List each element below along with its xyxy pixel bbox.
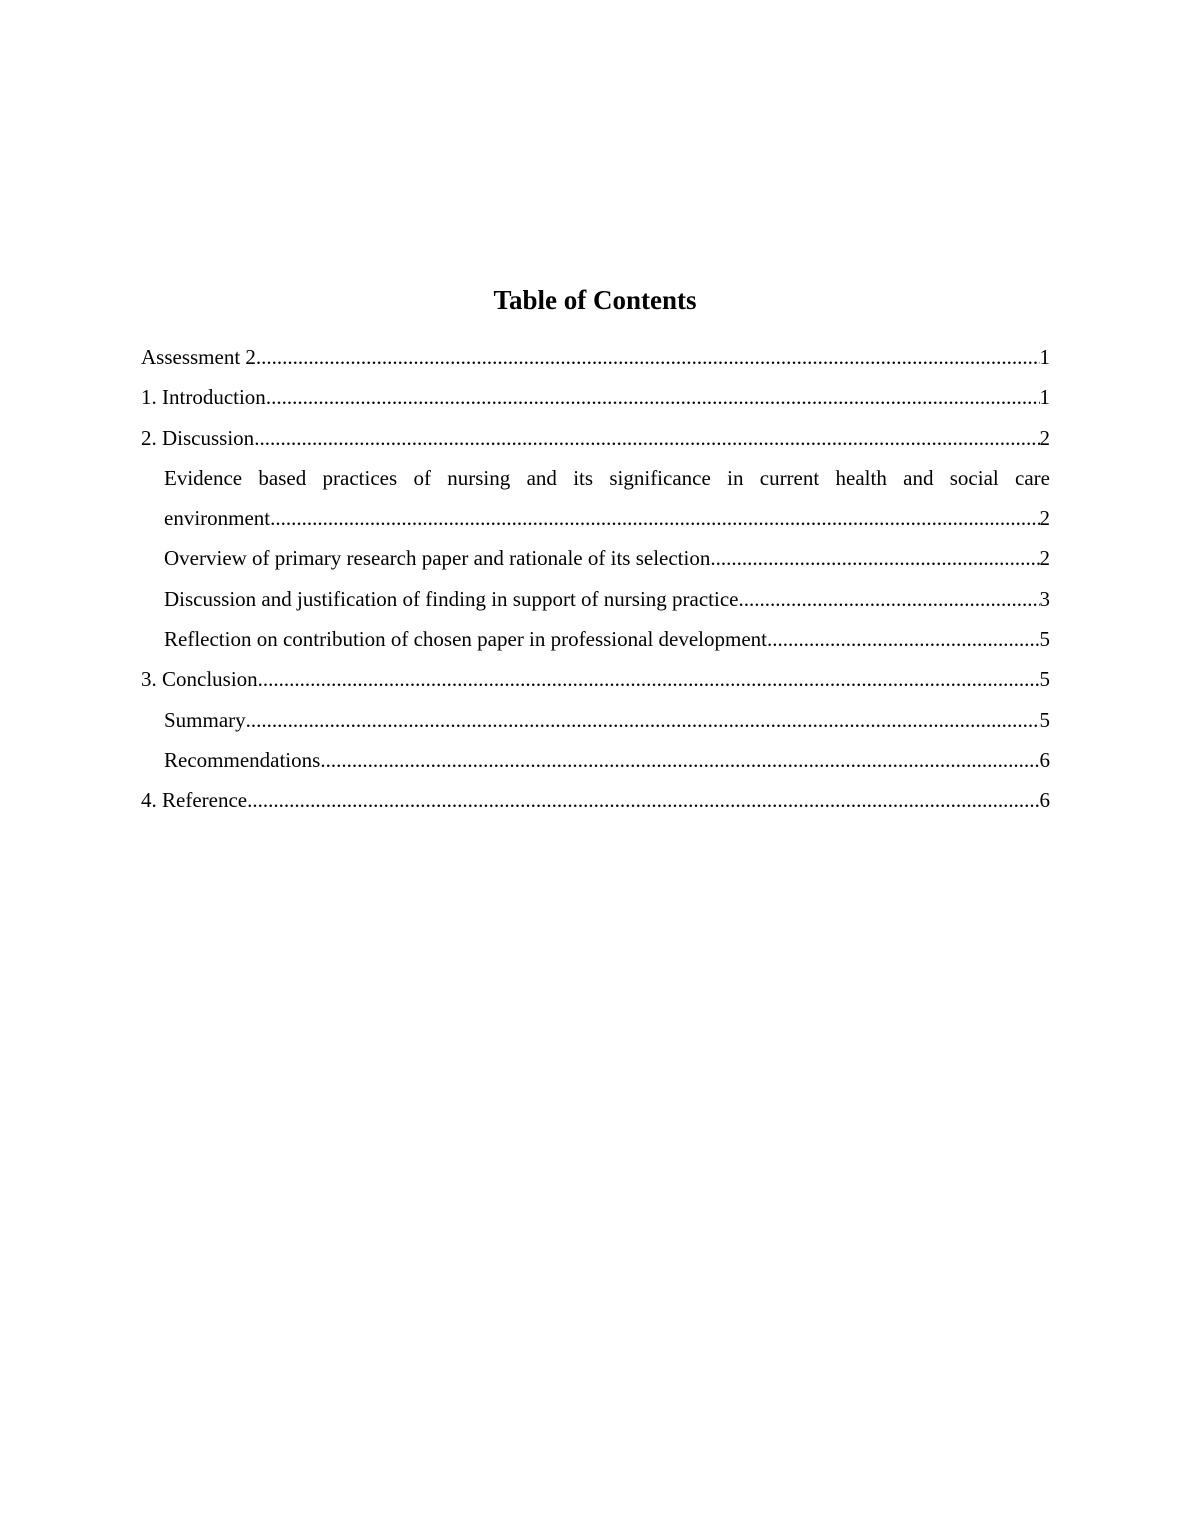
toc-entry-summary[interactable]: [141, 700, 1050, 740]
toc-page-number: 5: [1039, 627, 1050, 652]
toc-entry-conclusion[interactable]: [141, 659, 1050, 699]
toc-dot-leader: [254, 418, 1039, 458]
toc-entry-label: Discussion and justification of finding in support of nursing practice: [164, 586, 739, 611]
toc-entry-evidence-based-practices[interactable]: [141, 458, 1050, 539]
toc-entry-label-line-2: environment: [164, 506, 271, 531]
toc-entry-label: Summary: [164, 707, 246, 732]
toc-entry-introduction[interactable]: [141, 377, 1050, 417]
toc-page-number: 2: [1039, 506, 1050, 531]
toc-dot-leader: [256, 337, 1040, 377]
toc-entry-assessment-2[interactable]: [141, 337, 1050, 377]
toc-entry-second-line: [164, 498, 1050, 538]
toc-entry-discussion[interactable]: [141, 418, 1050, 458]
toc-dot-leader: [710, 538, 1039, 578]
toc-entry-label: Reflection on contribution of chosen paper in professional development: [164, 627, 768, 652]
toc-page-number: 6: [1039, 747, 1050, 772]
toc-dot-leader: [266, 377, 1040, 417]
toc-entry-label: 1. Introduction: [141, 385, 266, 410]
toc-entry-reflection[interactable]: [141, 619, 1050, 659]
toc-entry-label: Overview of primary research paper and rationale of its selection: [164, 546, 711, 571]
toc-dot-leader: [270, 498, 1039, 538]
toc-entry-label: Assessment 2: [141, 345, 256, 369]
toc-entry-label-line-1: Evidence based practices of nursing and its significance in current health and social care: [164, 465, 1050, 490]
toc-dot-leader: [767, 619, 1039, 659]
toc-page-number: 1: [1039, 385, 1050, 410]
toc-dot-leader: [247, 780, 1039, 820]
toc-page-number: 3: [1039, 586, 1050, 611]
toc-dot-leader: [739, 579, 1040, 619]
toc-dot-leader: [258, 659, 1040, 699]
toc-dot-leader: [320, 740, 1039, 780]
toc-page-number: 1: [1039, 345, 1050, 369]
toc-page-number: 6: [1039, 788, 1050, 813]
toc-entry-label: 4. Reference: [141, 788, 248, 813]
toc-entry-recommendations[interactable]: [141, 740, 1050, 780]
toc-entry-discussion-justification[interactable]: [141, 579, 1050, 619]
toc-title: Table of Contents: [493, 285, 697, 315]
toc-page-number: 5: [1039, 667, 1050, 692]
toc-entry-label: 2. Discussion: [141, 425, 255, 450]
toc-dot-leader: [246, 700, 1040, 740]
toc-entry-reference[interactable]: [141, 780, 1050, 820]
toc-entry-label: Recommendations: [164, 747, 321, 772]
toc-entry-overview-primary-research[interactable]: [141, 538, 1050, 578]
toc-page-number: 2: [1039, 546, 1050, 571]
toc-list: [141, 337, 1050, 821]
toc-entry-label: 3. Conclusion: [141, 667, 258, 692]
toc-page-number: 2: [1039, 425, 1050, 450]
toc-page-number: 5: [1039, 707, 1050, 732]
